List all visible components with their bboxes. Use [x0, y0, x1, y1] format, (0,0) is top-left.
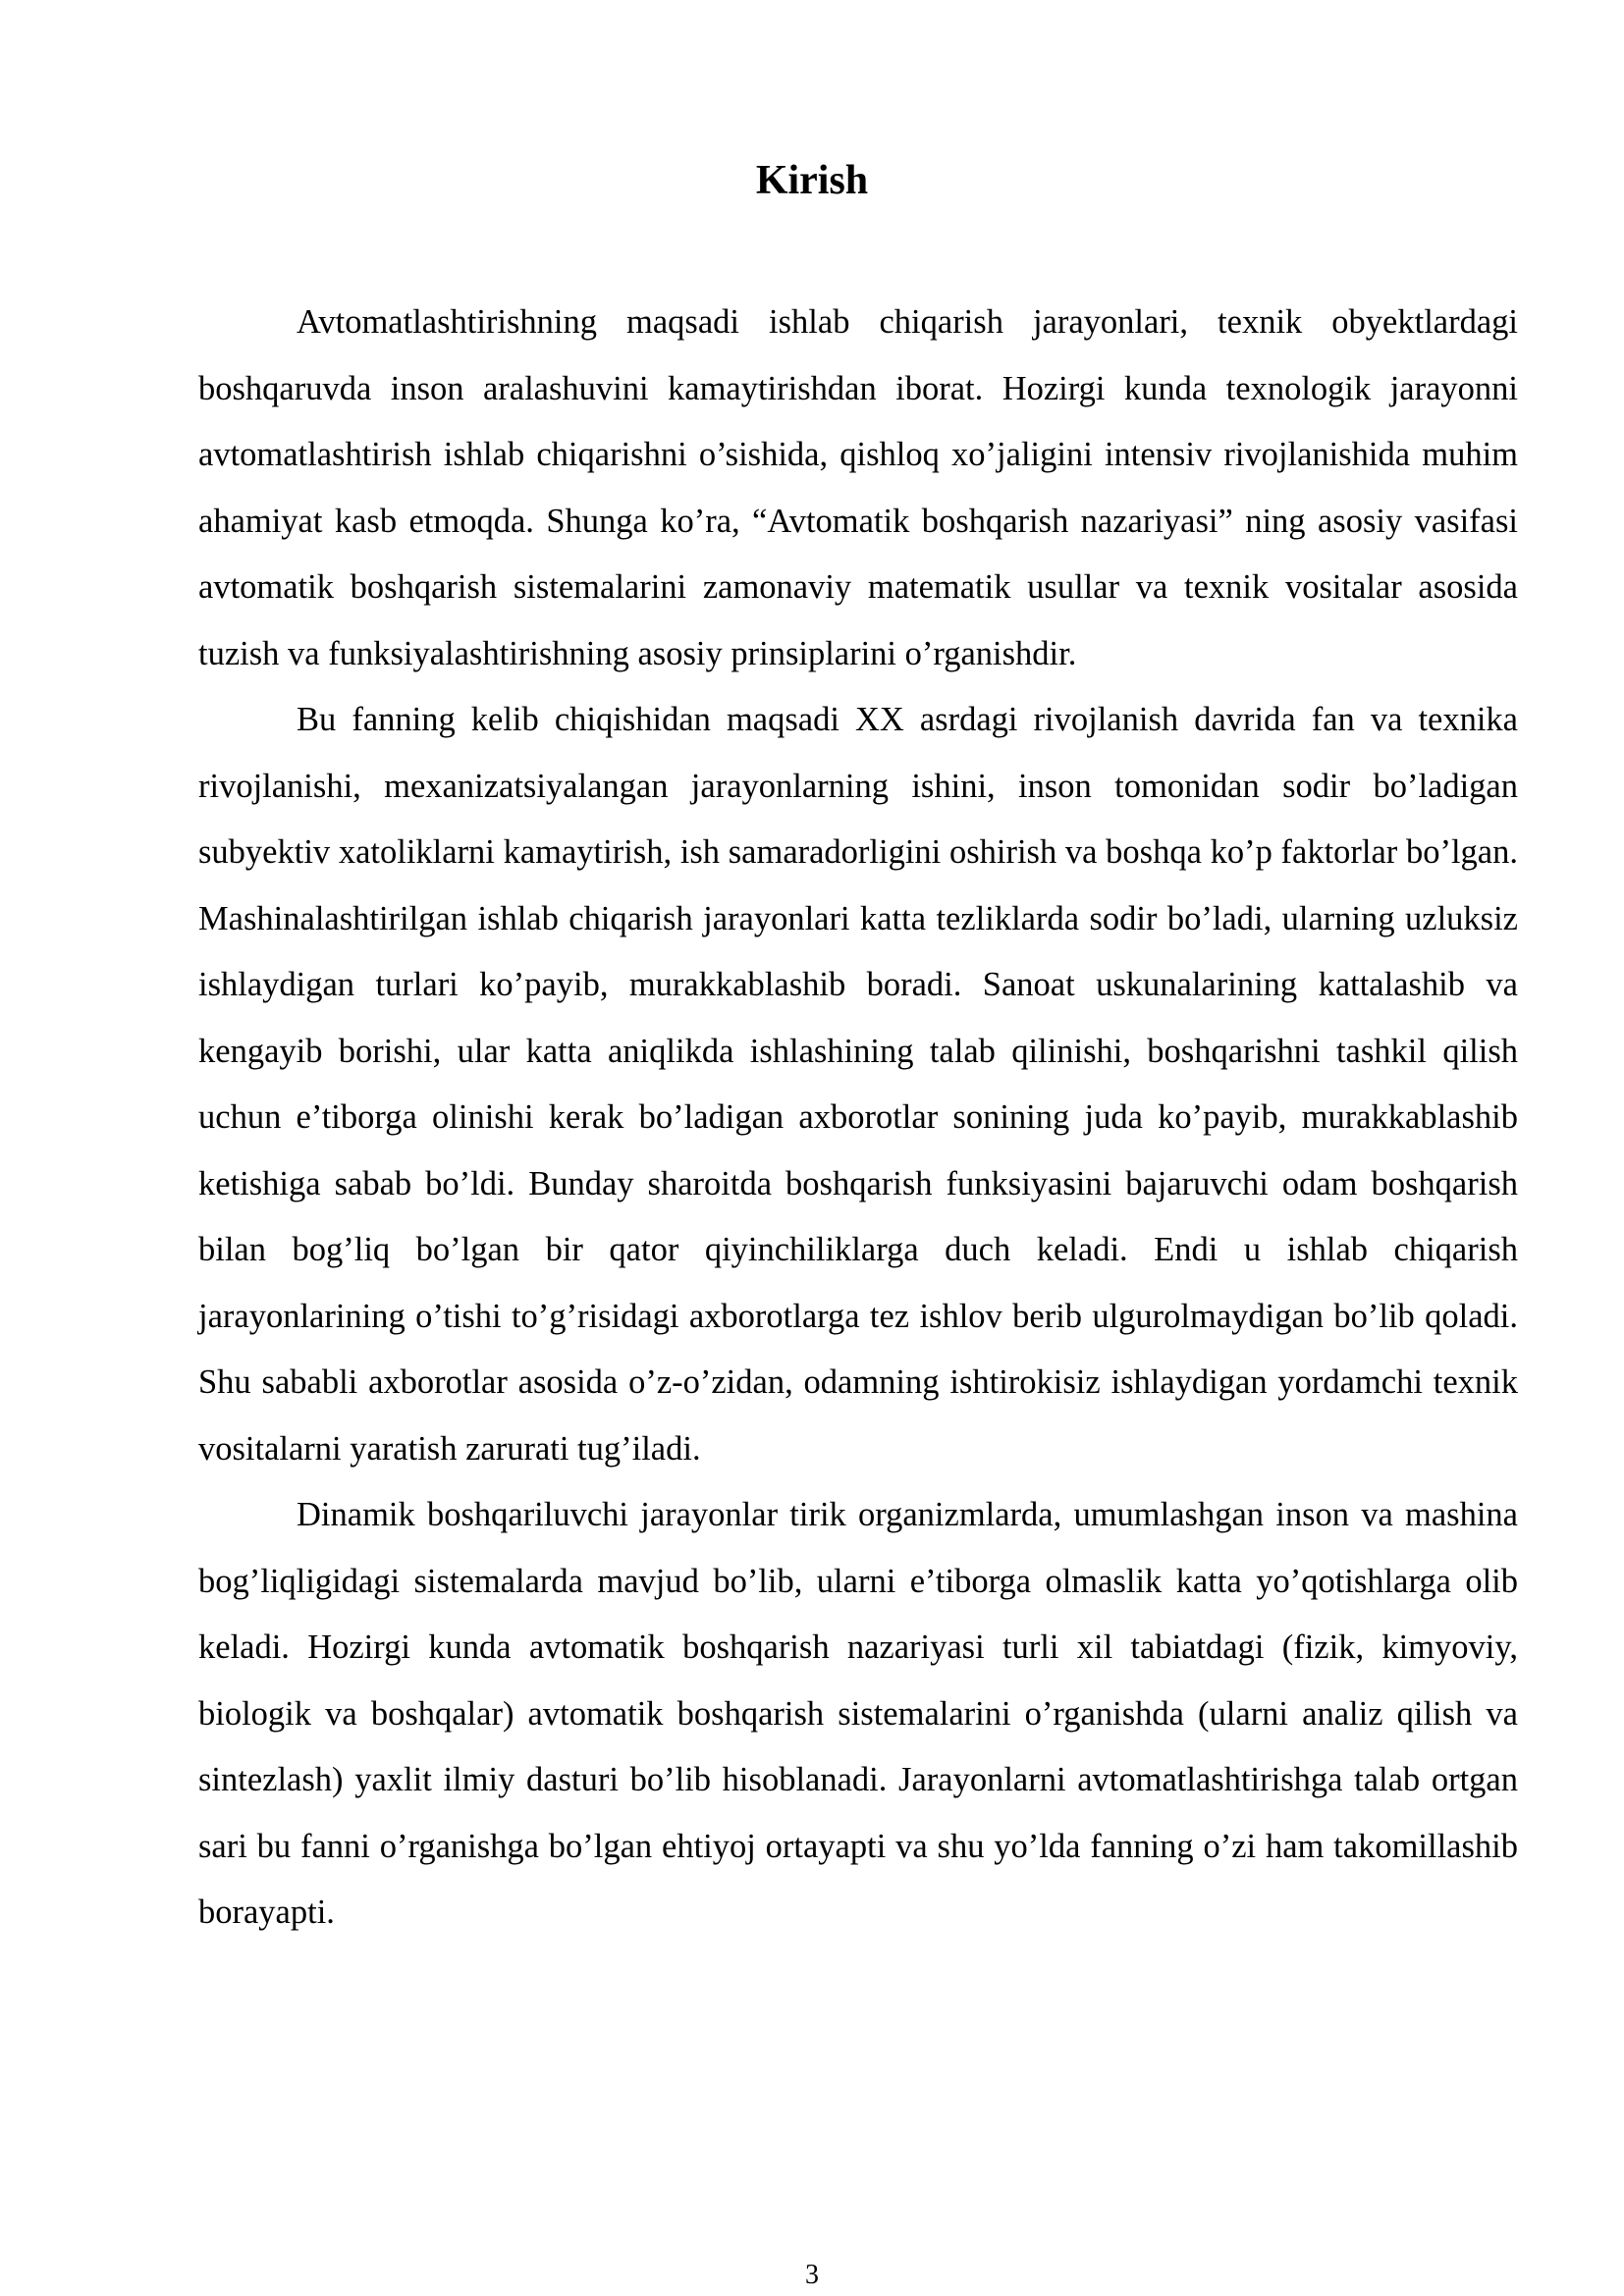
page-title: Kirish: [755, 158, 869, 203]
paragraph-2: Bu fanning kelib chiqishidan maqsadi XX asrdagi rivojlanish davrida fan va texnika rivojlanishi, mexanizatsiyalangan jarayonlarning ishini, inson tomonidan sodir bo’ladigan subyektiv xatoliklarni kamaytirish, ish samaradorligini oshirish va boshqa ko’p faktorlar bo’lgan. Mashinalashtirilgan ishlab chiqarish jarayonlari katta tezliklarda sodir bo’ladi, ularning uzluksiz ishlaydigan turlari ko’payib, murakkablashib boradi. Sanoat uskunalarining kattalashib va kengayib borishi, ular katta aniqlikda ishlashining talab qilinishi, boshqarishni tashkil qilish uchun e’tiborga olinishi kerak bo’ladigan axborotlar sonining juda ko’payib, murakkablashib ketishiga sabab bo’ldi. Bunday sharoitda boshqarish funksiyasini bajaruvchi odam boshqarish bilan bog’liq bo’lgan bir qator qiyinchiliklarga duch keladi. Endi u ishlab chiqarish jarayonlarining o’tishi to’g’risidagi axborotlarga tez ishlov berib ulgurolmaydigan bo’lib qoladi. Shu sababli axborotlar asosida o’z-o’zidan, odamning ishtirokisiz ishlaydigan yordamchi texnik vositalarni yaratish zarurati tug’iladi.: [198, 701, 1518, 1468]
body-text: [198, 290, 1518, 1947]
page-number: 3: [805, 2260, 819, 2290]
paragraph-1: Avtomatlashtirishning maqsadi ishlab chiqarish jarayonlari, texnik obyektlardagi boshqaruvda inson aralashuvini kamaytirishdan iborat. Hozirgi kunda texnologik jarayonni avtomatlashtirish ishlab chiqarishni o’sishida, qishloq xo’jaligini intensiv rivojlanishida muhim ahamiyat kasb etmoqda. Shunga ko’ra, “Avtomatik boshqarish nazariyasi” ning asosiy vasifasi avtomatik boshqarish sistemalarini zamonaviy matematik usullar va texnik vositalar asosida tuzish va funksiyalashtirishning asosiy prinsiplarini o’rganishdir.: [198, 303, 1518, 672]
paragraph-3: Dinamik boshqariluvchi jarayonlar tirik organizmlarda, umumlashgan inson va mashina bog’liqligidagi sistemalarda mavjud bo’lib, ularni e’tiborga olmaslik katta yo’qotishlarga olib keladi. Hozirgi kunda avtomatik boshqarish nazariyasi turli xil tabiatdagi (fizik, kimyoviy, biologik va boshqalar) avtomatik boshqarish sistemalarini o’rganishda (ularni analiz qilish va sintezlash) yaxlit ilmiy dasturi bo’lib hisoblanadi. Jarayonlarni avtomatlashtirishga talab ortgan sari bu fanni o’rganishga bo’lgan ehtiyoj ortayapti va shu yo’lda fanning o’zi ham takomillashib borayapti.: [198, 1496, 1518, 1931]
